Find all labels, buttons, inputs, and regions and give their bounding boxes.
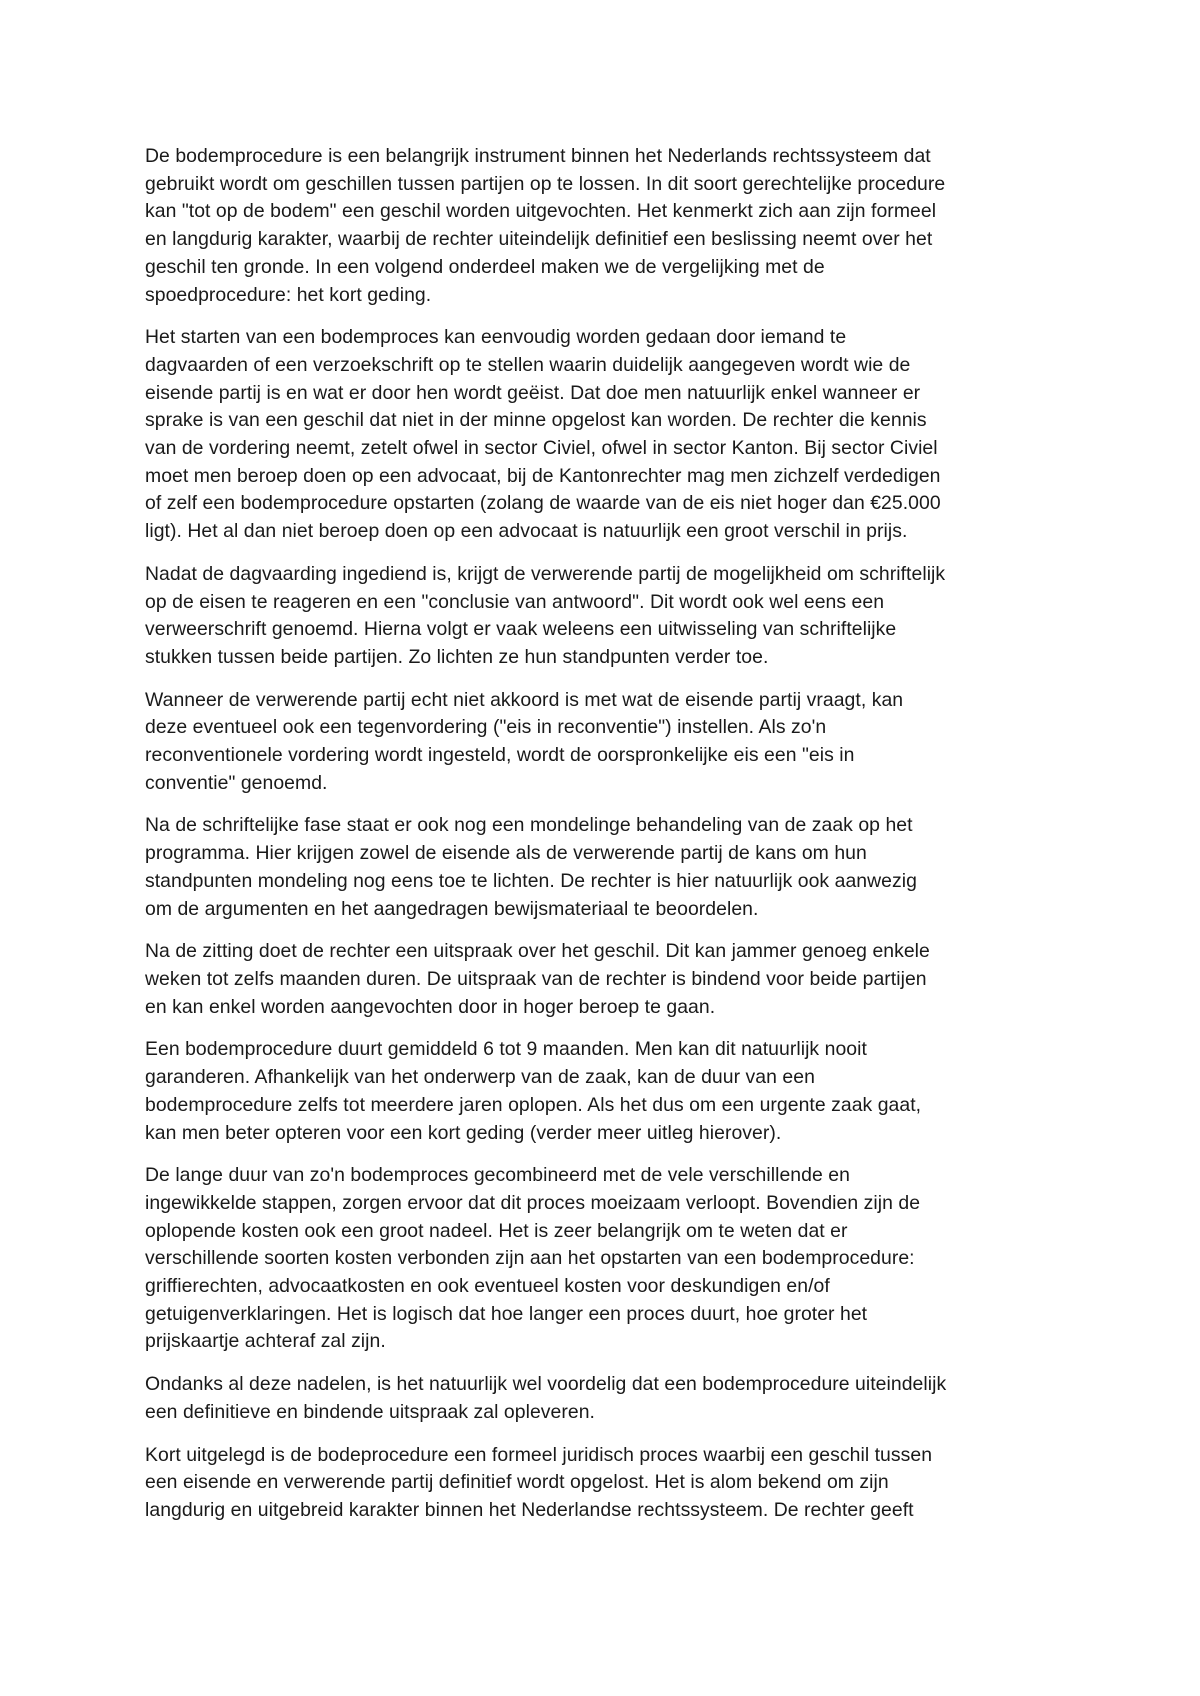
text-line: kan "tot op de bodem" een geschil worden uitgevochten. Het kenmerkt zich aan zijn formeel — [145, 200, 937, 223]
text-line: gebruikt wordt om geschillen tussen partijen op te lossen. In dit soort gerechtelijke procedure — [145, 172, 946, 195]
text-line: oplopende kosten ook een groot nadeel. Het is zeer belangrijk om te weten dat er — [145, 1219, 848, 1242]
text-line: De lange duur van zo'n bodemproces gecombineerd met de vele verschillende en — [145, 1164, 850, 1187]
text-line: eisende partij is en wat er door hen wordt geëist. Dat doe men natuurlijk enkel wanneer er — [145, 381, 921, 404]
text-line: griffierechten, advocaatkosten en ook eventueel kosten voor deskundigen en/of — [145, 1275, 830, 1298]
text-line: Na de schriftelijke fase staat er ook nog een mondelinge behandeling van de zaak op het — [145, 814, 913, 837]
body-paragraph — [145, 324, 1065, 546]
text-line: standpunten mondeling nog eens toe te lichten. De rechter is hier natuurlijk ook aanwezig — [145, 869, 917, 892]
text-line: programma. Hier krijgen zowel de eisende als de verwerende partij de kans om hun — [145, 842, 867, 865]
text-line: op de eisen te reageren en een "conclusie van antwoord". Dit wordt ook wel eens een — [145, 590, 885, 613]
text-line: stukken tussen beide partijen. Zo lichten ze hun standpunten verder toe. — [145, 645, 769, 668]
body-paragraph — [145, 812, 1065, 923]
text-line: reconventionele vordering wordt ingesteld, wordt de oorspronkelijke eis een "eis in — [145, 744, 855, 767]
text-line: sprake is van een geschil dat niet in der minne opgelost kan worden. De rechter die kennis — [145, 409, 927, 432]
text-line: langdurig en uitgebreid karakter binnen het Nederlandse rechtssysteem. De rechter geeft — [145, 1498, 914, 1521]
text-line: getuigenverklaringen. Het is logisch dat hoe langer een proces duurt, hoe groter het — [145, 1302, 868, 1325]
body-paragraph — [145, 1036, 1065, 1147]
body-paragraph — [145, 143, 1065, 309]
text-line: conventie" genoemd. — [145, 771, 328, 794]
text-line: Na de zitting doet de rechter een uitspraak over het geschil. Dit kan jammer genoeg enkele — [145, 940, 930, 963]
body-paragraph — [145, 938, 1065, 1021]
text-line: verweerschrift genoemd. Hierna volgt er vaak weleens een uitwisseling van schriftelijke — [145, 618, 897, 641]
text-line: en langdurig karakter, waarbij de rechter uiteindelijk definitief een beslissing neemt over het — [145, 228, 933, 251]
text-line: om de argumenten en het aangedragen bewijsmateriaal te beoordelen. — [145, 897, 759, 920]
text-line: of zelf een bodemprocedure opstarten (zolang de waarde van de eis niet hoger dan €25.000 — [145, 492, 941, 515]
body-paragraph — [145, 1371, 1065, 1426]
text-line: ligt). Het al dan niet beroep doen op een advocaat is natuurlijk een groot verschil in prijs. — [145, 520, 908, 543]
text-line: Nadat de dagvaarding ingediend is, krijgt de verwerende partij de mogelijkheid om schriftelijk — [145, 562, 946, 585]
text-line: en kan enkel worden aangevochten door in hoger beroep te gaan. — [145, 995, 716, 1018]
text-line: prijskaartje achteraf zal zijn. — [145, 1330, 386, 1353]
document-body — [145, 143, 1065, 1540]
text-line: Het starten van een bodemproces kan eenvoudig worden gedaan door iemand te — [145, 326, 847, 349]
text-line: Ondanks al deze nadelen, is het natuurlijk wel voordelig dat een bodemprocedure uiteindelijk — [145, 1373, 947, 1396]
body-paragraph — [145, 1162, 1065, 1356]
text-line: geschil ten gronde. In een volgend onderdeel maken we de vergelijking met de — [145, 255, 825, 278]
text-line: ingewikkelde stappen, zorgen ervoor dat dit proces moeizaam verloopt. Bovendien zijn de — [145, 1191, 921, 1214]
text-line: De bodemprocedure is een belangrijk instrument binnen het Nederlands rechtssysteem dat — [145, 145, 931, 167]
text-line: weken tot zelfs maanden duren. De uitspraak van de rechter is bindend voor beide partijen — [145, 967, 927, 990]
text-line: Wanneer de verwerende partij echt niet akkoord is met wat de eisende partij vraagt, kan — [145, 688, 904, 711]
text-line: spoedprocedure: het kort geding. — [145, 283, 432, 306]
text-line: van de vordering neemt, zetelt ofwel in sector Civiel, ofwel in sector Kanton. Bij sector Civiel — [145, 437, 938, 460]
text-line: garanderen. Afhankelijk van het onderwerp van de zaak, kan de duur van een — [145, 1066, 815, 1089]
text-line: verschillende soorten kosten verbonden zijn aan het opstarten van een bodemprocedure: — [145, 1247, 915, 1270]
text-line: dagvaarden of een verzoekschrift op te stellen waarin duidelijk aangegeven wordt wie de — [145, 353, 911, 376]
body-paragraph — [145, 561, 1065, 672]
text-line: een definitieve en bindende uitspraak zal opleveren. — [145, 1400, 595, 1423]
text-line: een eisende en verwerende partij definitief wordt opgelost. Het is alom bekend om zijn — [145, 1471, 889, 1494]
text-line: kan men beter opteren voor een kort geding (verder meer uitleg hierover). — [145, 1121, 782, 1144]
text-line: deze eventueel ook een tegenvordering ("eis in reconventie") instellen. Als zo'n — [145, 716, 827, 739]
text-line: moet men beroep doen op een advocaat, bij de Kantonrechter mag men zichzelf verdedigen — [145, 464, 941, 487]
body-paragraph — [145, 687, 1065, 798]
text-line: Een bodemprocedure duurt gemiddeld 6 tot 9 maanden. Men kan dit natuurlijk nooit — [145, 1038, 867, 1061]
text-line: bodemprocedure zelfs tot meerdere jaren oplopen. Als het dus om een urgente zaak gaat, — [145, 1093, 922, 1116]
text-line: Kort uitgelegd is de bodeprocedure een formeel juridisch proces waarbij een geschil tussen — [145, 1443, 933, 1466]
body-paragraph — [145, 1442, 1065, 1525]
